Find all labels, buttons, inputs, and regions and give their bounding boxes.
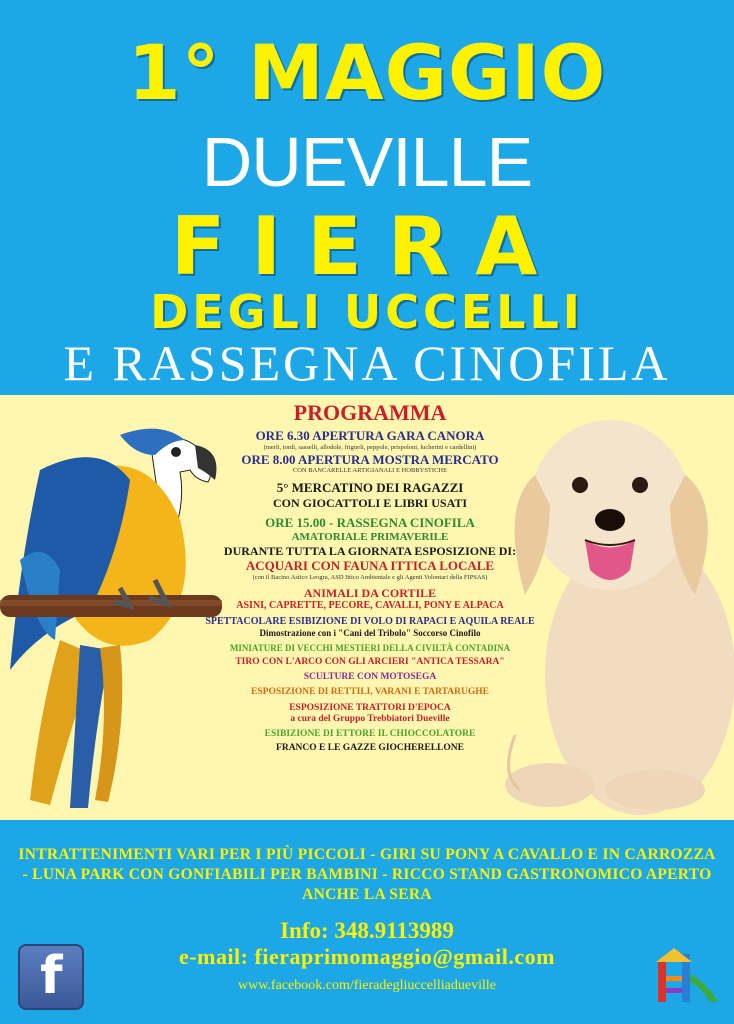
program-list — [190, 400, 550, 754]
program-item: ANIMALI DA CORTILE — [303, 585, 437, 600]
title-town: DUEVILLE — [201, 123, 533, 201]
program-item: MINIATURE DI VECCHI MESTIERI DELLA CIVILTÀ CONTADINA — [229, 642, 511, 653]
program-item: Dimostrazione con i "Cani del Tribolo" Soccorso Cinofilo — [259, 628, 481, 639]
facebook-icon[interactable] — [18, 944, 84, 1010]
program-item: ORE 15.00 - RASSEGNA CINOFILA — [265, 515, 475, 531]
title-fiera: FIERA — [170, 200, 564, 293]
program-item: ORE 8.00 APERTURA MOSTRA MERCATO — [241, 451, 499, 467]
program-item: a cura del Gruppo Trebbiatori Dueville — [290, 714, 450, 725]
entertainment-text: INTRATTENIMENTI VARI PER I PIÙ PICCOLI - GIRI SU PONY A CAVALLO E IN CARROZZA - LUNA PARK CON GONFIABILI PER BAMBINI - RICCO STAND GASTRONOMICO APERTO ANCHE LA SERA — [18, 846, 716, 904]
playground-toy-icon — [648, 944, 722, 1006]
facebook-letter: f — [40, 946, 63, 1006]
program-title: PROGRAMMA — [293, 400, 447, 425]
program-item: CON GIOCATTOLI E LIBRI USATI — [272, 495, 468, 510]
program-item: AMATORIALE PRIMAVERILE — [291, 530, 449, 543]
program-item: SPETTACOLARE ESIBIZIONE DI VOLO DI RAPACI E AQUILA REALE — [205, 616, 535, 628]
program-note: (con il Bacino Astico Leogra, ASD Ittico Ambientale e gli Agenti Volontari della FIPSAS) — [252, 573, 488, 581]
program-note: CON BANCARELLE ARTIGIANALI E HOBBYSTICHE — [292, 467, 448, 475]
program-item: DURANTE TUTTA LA GIORNATA ESPOSIZIONE DI: — [223, 543, 517, 558]
program-item: ESPOSIZIONE TRATTORI D'EPOCA — [289, 702, 451, 713]
facebook-link[interactable]: www.facebook.com/fieradegliuccelliadueville — [238, 978, 496, 993]
info-phone: Info: 348.9113989 — [280, 918, 454, 943]
program-note: (merli, tordi, sasselli, allodole, frigueli, peppole, prispoloni, lucherini e cardellini) — [263, 443, 477, 451]
program-item: TIRO CON L'ARCO CON GLI ARCIERI "ANTICA TESSARA" — [235, 656, 505, 667]
title-date: 1° MAGGIO — [127, 28, 607, 117]
email-address[interactable]: e-mail: fieraprimomaggio@gmail.com — [179, 944, 555, 969]
program-item: ACQUARI CON FAUNA ITTICA LOCALE — [245, 558, 495, 574]
program-item: ESPOSIZIONE DI RETTILI, VARANI E TARTARUGHE — [251, 687, 489, 698]
program-item: ORE 6.30 APERTURA GARA CANORA — [255, 428, 485, 444]
header-band — [0, 0, 734, 395]
program-item: ASINI, CAPRETTE, PECORE, CAVALLI, PONY E ALPACA — [236, 600, 504, 612]
title-uccelli: DEGLI UCCELLI — [150, 285, 584, 339]
program-item: 5° MERCATINO DEI RAGAZZI — [276, 480, 464, 496]
program-item: ESIBIZIONE DI ETTORE IL CHIOCCOLATORE — [264, 728, 476, 739]
title-cinofila: E RASSEGNA CINOFILA — [63, 335, 671, 391]
program-item: SCULTURE CON MOTOSEGA — [303, 672, 437, 683]
program-item: FRANCO E LE GAZZE GIOCHERELLONE — [276, 743, 464, 754]
